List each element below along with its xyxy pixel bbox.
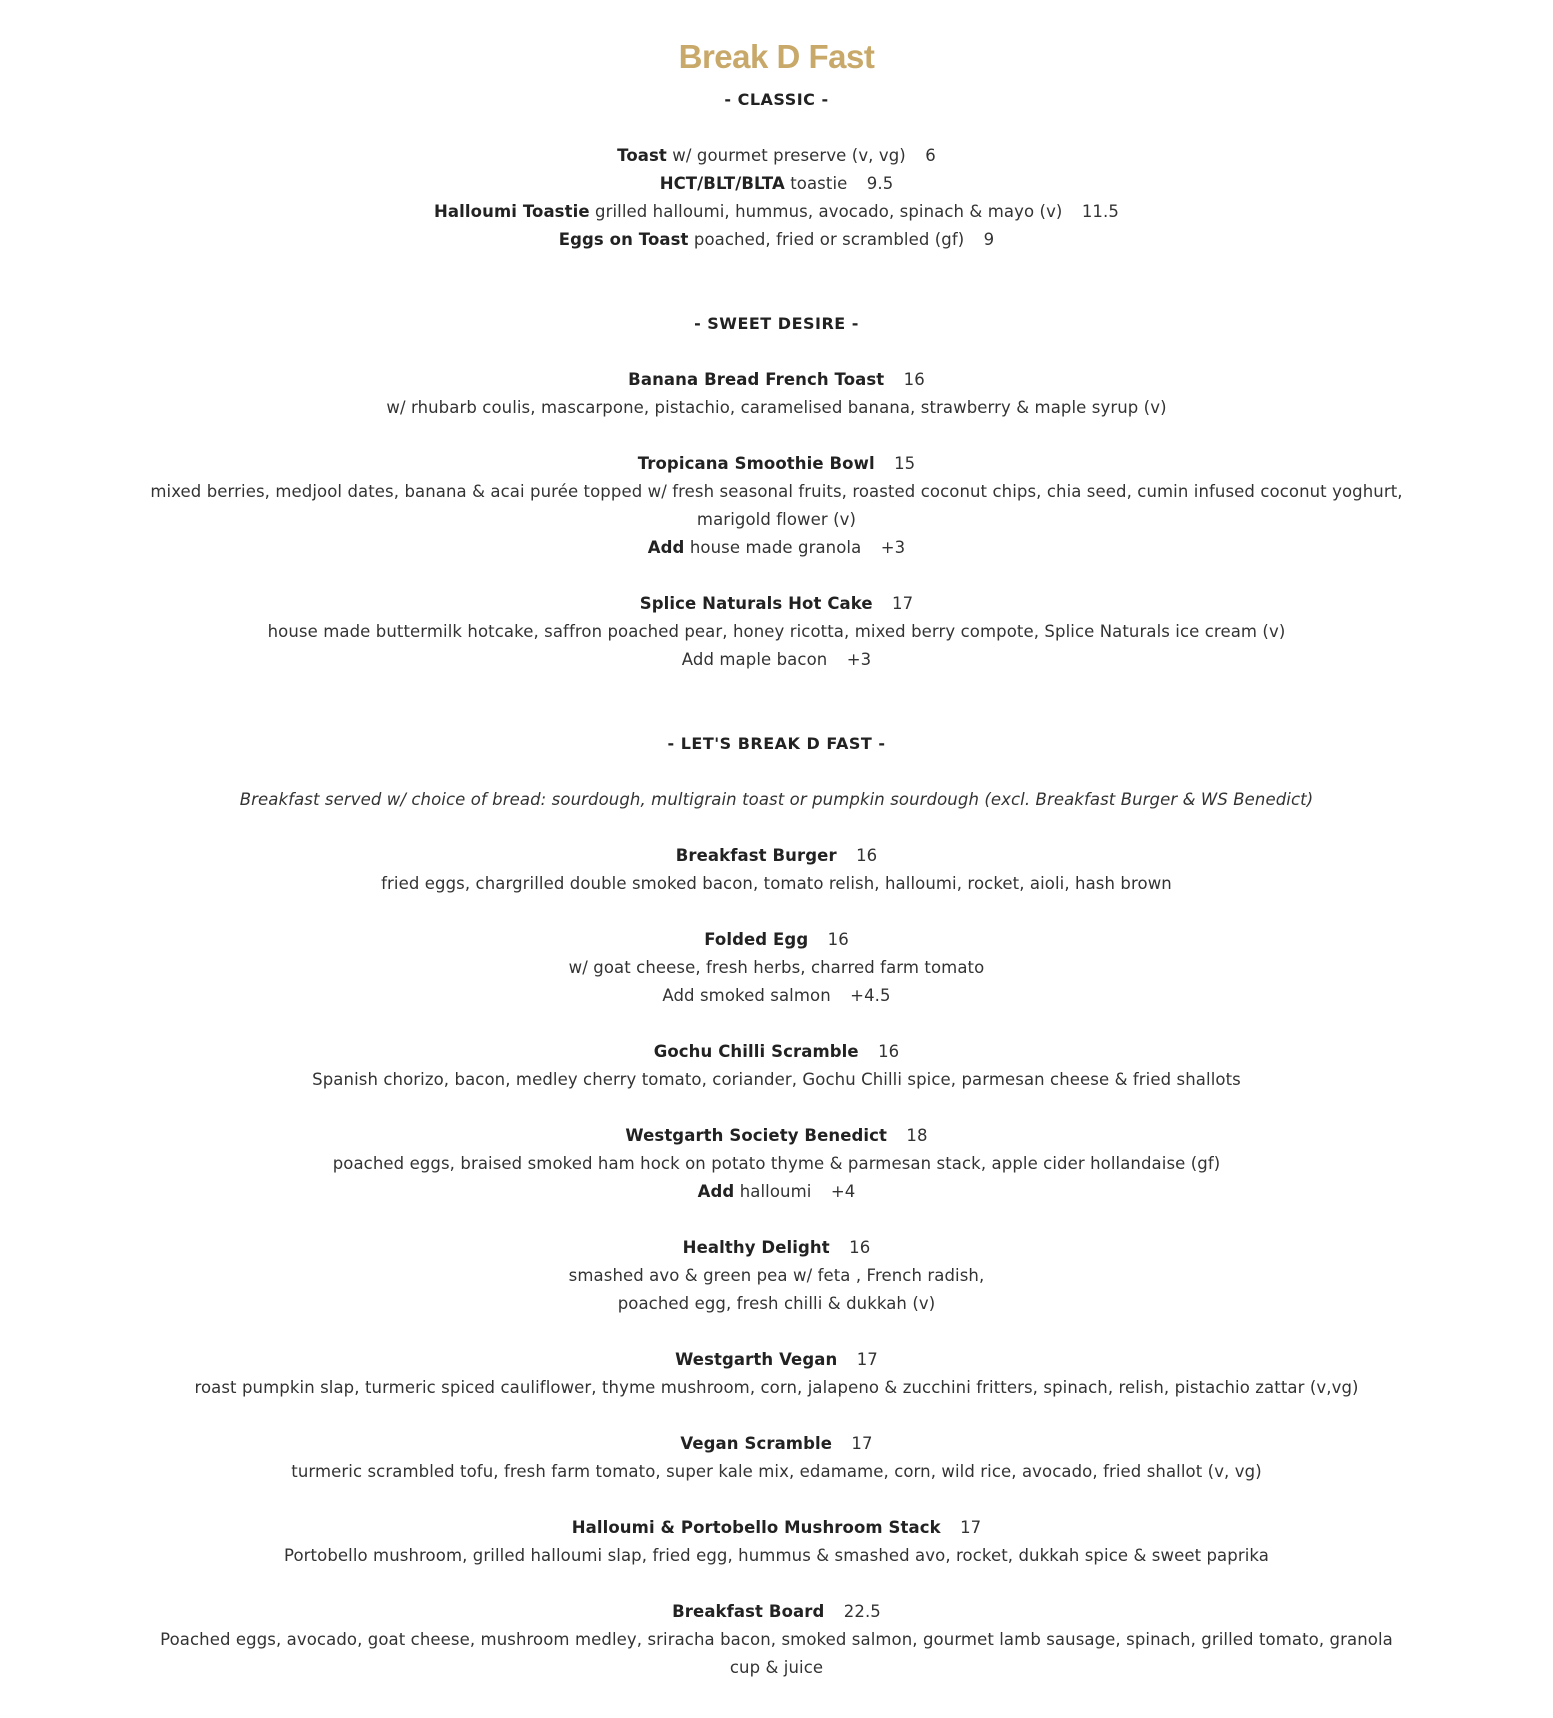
item-price: 18 <box>906 1126 928 1145</box>
menu-item-gochu-chilli-scramble <box>0 1038 1553 1066</box>
item-desc: poached egg, fresh chilli & dukkah (v) <box>617 1294 936 1313</box>
item-price: 17 <box>856 1350 878 1369</box>
item-name: Banana Bread French Toast <box>628 370 885 389</box>
menu-item-breakfast-burger <box>0 842 1553 870</box>
item-name: Halloumi Toastie <box>434 202 590 221</box>
menu-item-eggs-on-toast <box>0 226 1553 254</box>
section-heading-lets-break-d-fast: - LET'S BREAK D FAST - <box>667 734 886 753</box>
menu-item-toast <box>0 142 1553 170</box>
item-name: Folded Egg <box>704 930 809 949</box>
item-price: 16 <box>856 846 878 865</box>
item-price: 17 <box>851 1434 873 1453</box>
item-name: Westgarth Society Benedict <box>625 1126 888 1145</box>
item-price: 15 <box>894 454 916 473</box>
item-price: 16 <box>827 930 849 949</box>
item-desc: toastie <box>790 174 848 193</box>
item-price: 9 <box>983 230 995 249</box>
item-desc: roast pumpkin slap, turmeric spiced cauliflower, thyme mushroom, corn, jalapeno & zucchini fritters, spinach, relish, pistachio zattar (v,vg) <box>194 1378 1359 1397</box>
menu-item-vegan-scramble <box>0 1430 1553 1458</box>
item-desc: Poached eggs, avocado, goat cheese, mushroom medley, sriracha bacon, smoked salmon, gourmet lamb sausage, spinach, grilled tomato, granola cup & juice <box>160 1630 1393 1677</box>
item-desc: poached, fried or scrambled (gf) <box>693 230 965 249</box>
item-addon <box>0 1178 1553 1206</box>
item-name: Westgarth Vegan <box>675 1350 838 1369</box>
addon-price: +4.5 <box>850 986 891 1005</box>
menu-item-tropicana-smoothie-bowl <box>0 450 1553 478</box>
item-price: 17 <box>892 594 914 613</box>
addon-price: +3 <box>880 538 906 557</box>
item-desc: smashed avo & green pea w/ feta , French radish, <box>568 1266 985 1285</box>
item-name: Breakfast Burger <box>675 846 837 865</box>
item-name: Healthy Delight <box>682 1238 830 1257</box>
item-addon <box>0 646 1553 674</box>
item-desc: house made buttermilk hotcake, saffron poached pear, honey ricotta, mixed berry compote, Splice Naturals ice cream (v) <box>267 622 1286 641</box>
item-price: 9.5 <box>866 174 894 193</box>
item-price: 22.5 <box>843 1602 881 1621</box>
menu-item-westgarth-society-benedict <box>0 1122 1553 1150</box>
section-heading-classic: - CLASSIC - <box>724 90 829 109</box>
item-price: 16 <box>878 1042 900 1061</box>
item-name: Breakfast Board <box>672 1602 825 1621</box>
item-price: 16 <box>903 370 925 389</box>
addon-price: +3 <box>846 650 872 669</box>
menu-item-halloumi-portobello-stack <box>0 1514 1553 1542</box>
item-desc: poached eggs, braised smoked ham hock on potato thyme & parmesan stack, apple cider hollandaise (gf) <box>332 1154 1221 1173</box>
item-addon <box>0 982 1553 1010</box>
item-desc: turmeric scrambled tofu, fresh farm tomato, super kale mix, edamame, corn, wild rice, avocado, fried shallot (v, vg) <box>291 1462 1262 1481</box>
item-name: Toast <box>617 146 667 165</box>
item-name: Eggs on Toast <box>558 230 689 249</box>
addon-label: Add <box>647 538 685 557</box>
item-addon <box>0 534 1553 562</box>
page-title: Break D Fast <box>678 38 875 75</box>
item-desc: Spanish chorizo, bacon, medley cherry tomato, coriander, Gochu Chilli spice, parmesan cheese & fried shallots <box>312 1070 1241 1089</box>
item-price: 16 <box>849 1238 871 1257</box>
item-name: Gochu Chilli Scramble <box>653 1042 859 1061</box>
item-name: HCT/BLT/BLTA <box>659 174 785 193</box>
addon-desc: halloumi <box>739 1182 812 1201</box>
menu-item-healthy-delight <box>0 1234 1553 1262</box>
item-desc: Portobello mushroom, grilled halloumi slap, fried egg, hummus & smashed avo, rocket, dukkah spice & sweet paprika <box>284 1546 1269 1565</box>
addon-price: +4 <box>830 1182 856 1201</box>
menu-item-halloumi-toastie <box>0 198 1553 226</box>
addon-label: Add <box>697 1182 735 1201</box>
item-price: 11.5 <box>1081 202 1119 221</box>
item-desc: w/ goat cheese, fresh herbs, charred farm tomato <box>568 958 985 977</box>
item-desc: mixed berries, medjool dates, banana & acai purée topped w/ fresh seasonal fruits, roasted coconut chips, chia seed, cumin infused coconut yoghurt, marigold flower (v) <box>150 482 1403 529</box>
menu-item-breakfast-board <box>0 1598 1553 1626</box>
addon-desc: Add smoked salmon <box>662 986 831 1005</box>
item-desc: w/ gourmet preserve (v, vg) <box>672 146 906 165</box>
item-name: Tropicana Smoothie Bowl <box>637 454 875 473</box>
addon-desc: house made granola <box>689 538 862 557</box>
item-name: Halloumi & Portobello Mushroom Stack <box>571 1518 941 1537</box>
item-price: 17 <box>960 1518 982 1537</box>
item-name: Vegan Scramble <box>680 1434 833 1453</box>
item-price: 6 <box>925 146 936 165</box>
addon-desc: Add maple bacon <box>681 650 828 669</box>
menu-item-westgarth-vegan <box>0 1346 1553 1374</box>
item-desc: fried eggs, chargrilled double smoked bacon, tomato relish, halloumi, rocket, aioli, hash brown <box>381 874 1172 893</box>
menu-item-folded-egg <box>0 926 1553 954</box>
section-heading-sweet-desire: - SWEET DESIRE - <box>694 314 859 333</box>
item-desc: w/ rhubarb coulis, mascarpone, pistachio, caramelised banana, strawberry & maple syrup (v) <box>386 398 1167 417</box>
item-desc: grilled halloumi, hummus, avocado, spinach & mayo (v) <box>595 202 1063 221</box>
bread-note: Breakfast served w/ choice of bread: sourdough, multigrain toast or pumpkin sourdough (excl. Breakfast Burger & WS Benedict) <box>239 790 1314 809</box>
item-name: Splice Naturals Hot Cake <box>639 594 873 613</box>
menu-item-splice-naturals-hot-cake <box>0 590 1553 618</box>
menu-item-banana-bread-french-toast <box>0 366 1553 394</box>
menu-item-hct-blt-blta <box>0 170 1553 198</box>
